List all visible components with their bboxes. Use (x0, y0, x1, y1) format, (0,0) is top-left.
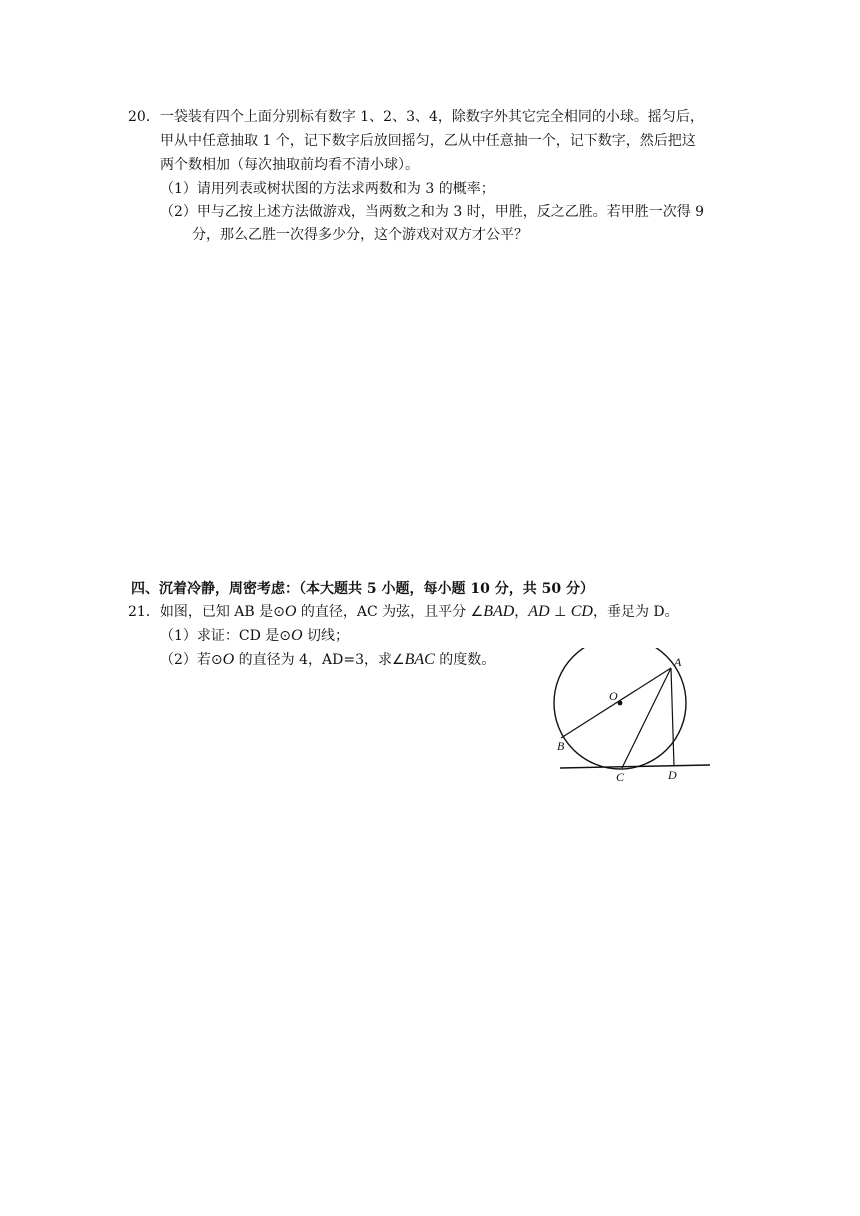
q20-number: 20． (128, 109, 160, 125)
label-d: D (668, 768, 677, 782)
center-point-o (618, 701, 623, 706)
label-b: B (557, 739, 565, 753)
angle-symbol: ∠ (470, 604, 484, 620)
circle-o-symbol: ⊙ (279, 628, 292, 644)
math-o: O (284, 603, 297, 620)
q21-sub1 (160, 626, 349, 646)
math-o: O (222, 651, 235, 668)
q21-sub2-a: （2）若 (160, 652, 211, 668)
q21-sub2 (160, 650, 495, 670)
q21-sub1-b: 切线； (302, 628, 350, 644)
angle-symbol: ∠ (392, 652, 405, 668)
q20-line1 (128, 107, 704, 127)
circle-o-symbol: ⊙ (210, 652, 223, 668)
math-bac: BAC (404, 651, 435, 668)
q21-text-b: 的直径，AC 为弦，且平分 (296, 604, 471, 620)
math-bad: BAD (483, 603, 515, 620)
math-cd: CD (570, 603, 593, 620)
section4-heading: 四、沉着冷静，周密考虑：（本大题共 5 小题，每小题 10 分，共 50 分） (131, 581, 594, 597)
q20-sub1: （1）请用列表或树状图的方法求两数和为 3 的概率； (160, 181, 495, 197)
q20-sub2-line2: 分，那么乙胜一次得多少分，这个游戏对双方才公平？ (192, 227, 528, 243)
label-c: C (616, 770, 625, 784)
q20-line3: 两个数相加（每次抽取前均看不清小球）。 (160, 157, 419, 173)
label-o: O (609, 689, 618, 703)
q21-sub2-b: 的直径为 4，AD=3，求 (234, 652, 392, 668)
label-a: A (674, 655, 682, 669)
segment-ad (671, 668, 674, 766)
q20-line2: 甲从中任意抽取 1 个，记下数字后放回摇匀，乙从中任意抽一个，记下数字，然后把这 (160, 133, 696, 149)
q21-number: 21． (128, 604, 160, 620)
circle-o-symbol: ⊙ (273, 604, 285, 620)
geometry-figure (528, 648, 728, 788)
q21-comma: ， (514, 604, 529, 620)
circle-o (554, 648, 686, 769)
q21-sub1-a: （1）求证：CD 是 (160, 628, 280, 644)
q21-text-a: 如图，已知 AB 是 (159, 604, 274, 620)
perp-symbol: ⊥ (549, 604, 571, 620)
q20-sub2-line1: （2）甲与乙按上述方法做游戏，当两数之和为 3 时，甲胜，反之乙胜。若甲胜一次得 9 (160, 204, 705, 220)
q20-text-1: 一袋装有四个上面分别标有数字 1、2、3、4，除数字外其它完全相同的小球。摇匀后， (159, 109, 704, 125)
q21-text-c: ，垂足为 D。 (592, 604, 679, 620)
math-o: O (291, 627, 303, 644)
q21-sub2-c: 的度数。 (434, 652, 496, 668)
math-ad: AD (528, 603, 550, 620)
q21-line1 (128, 602, 679, 622)
